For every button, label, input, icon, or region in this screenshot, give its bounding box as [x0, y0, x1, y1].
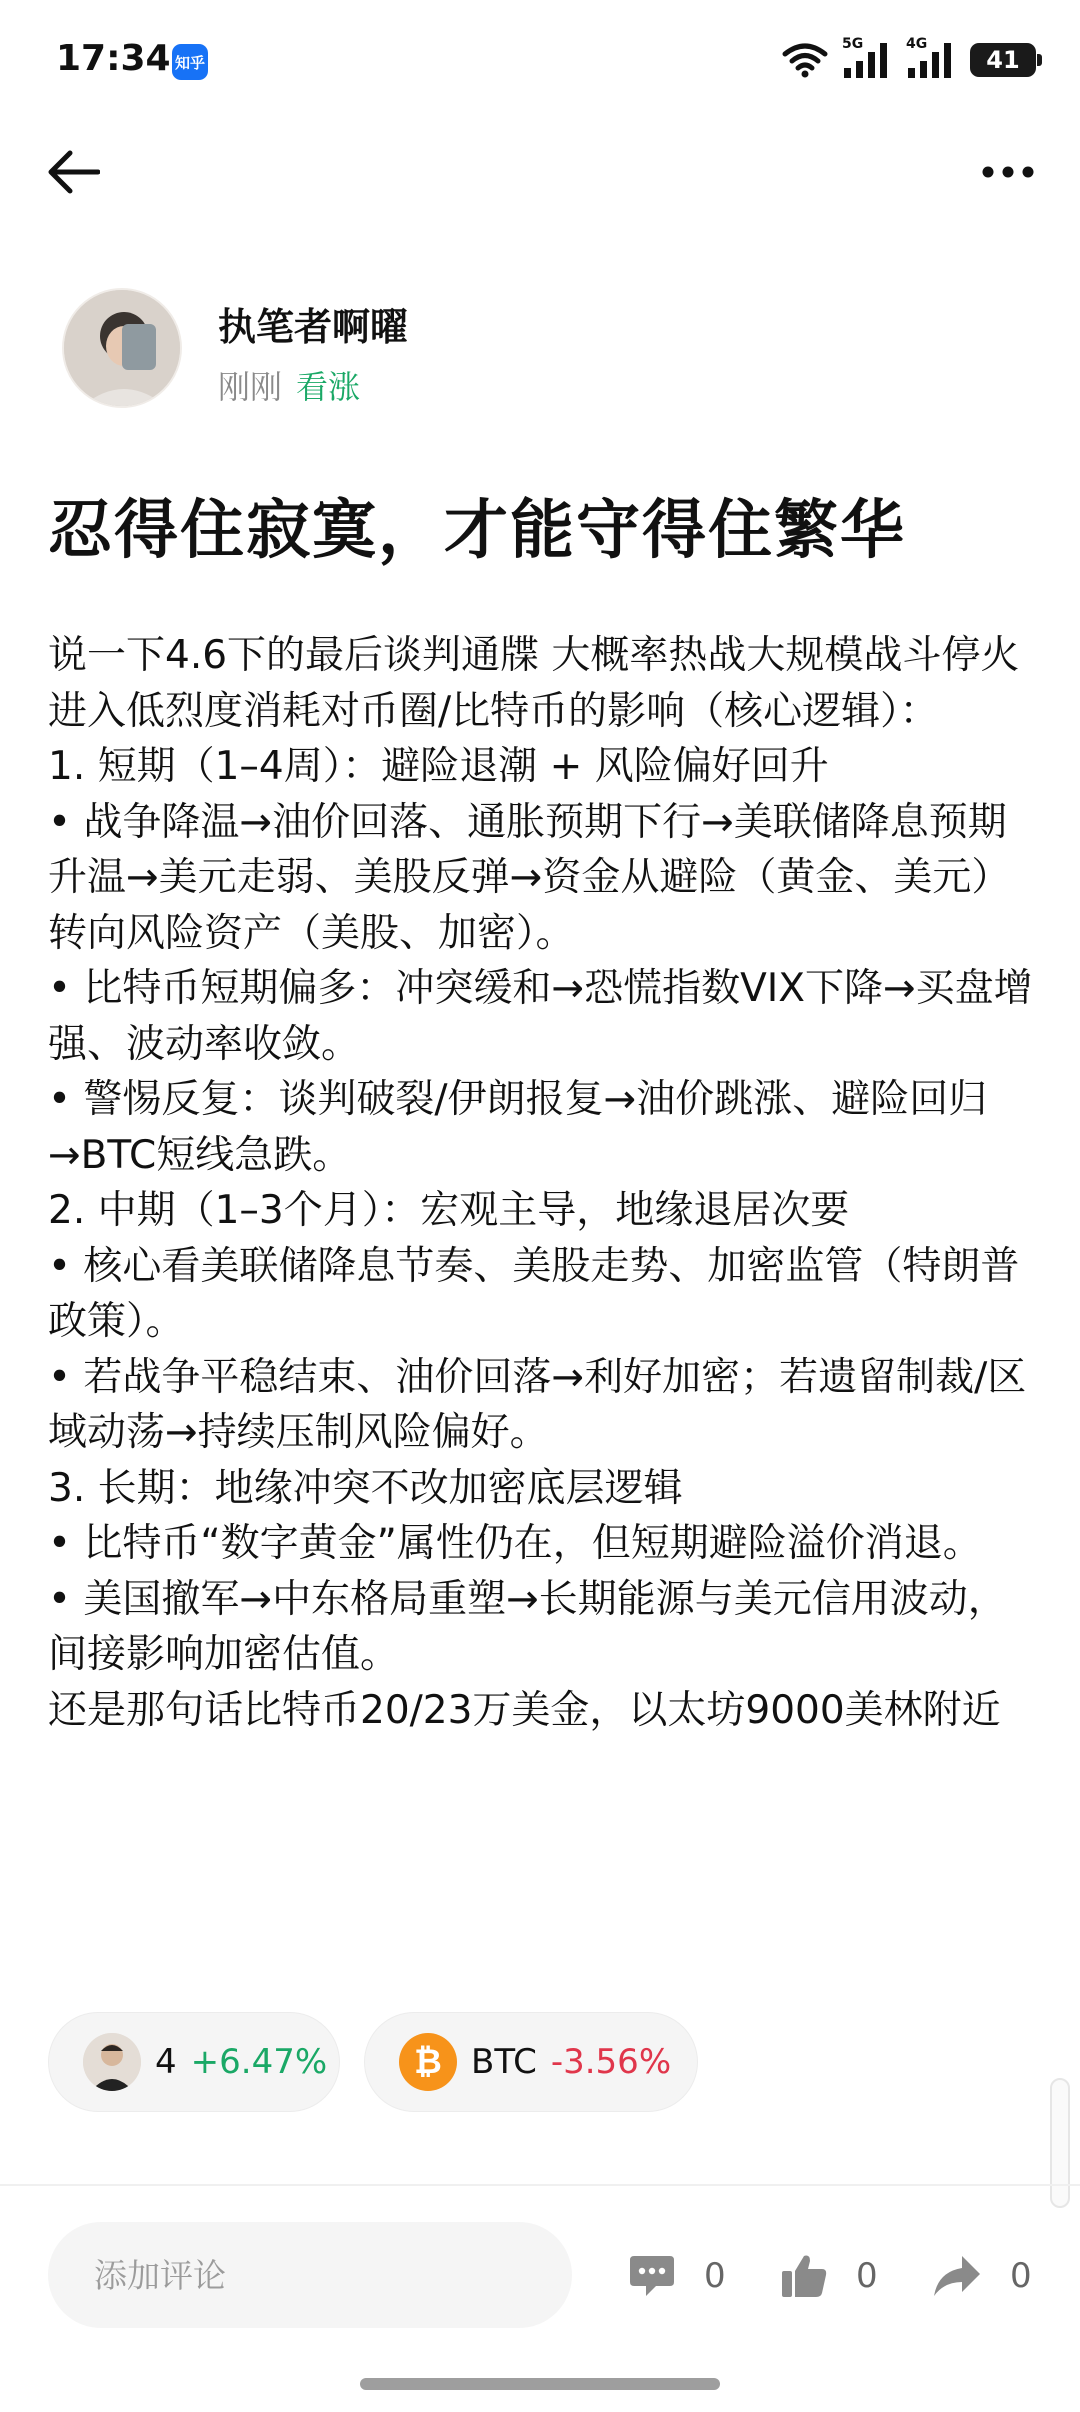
- body-paragraph: • 比特币“数字黄金”属性仍在，但短期避险溢价消退。: [48, 1521, 982, 1566]
- body-paragraph: • 若战争平稳结束、油价回落→利好加密；若遗留制裁/区域动荡→持续压制风险偏好。: [48, 1354, 1027, 1455]
- author-name[interactable]: 执笔者啊曜: [218, 305, 409, 349]
- network-5g-label: 5G: [842, 36, 864, 52]
- comment-input[interactable]: [48, 2222, 572, 2328]
- avatar-image: [64, 290, 182, 408]
- chip-avatar: [83, 2033, 141, 2091]
- post-title: 忍得住寂寞，才能守得住繁华: [48, 494, 906, 568]
- share-arrow-icon: [932, 2254, 982, 2298]
- body-paragraph: 说一下4.6下的最后谈判通牒 大概率热战大规模战斗停火 进入低烈度消耗对币圈/比特币的影响（核心逻辑）：: [48, 633, 1020, 734]
- home-indicator[interactable]: [360, 2378, 720, 2390]
- body-paragraph: • 警惕反复：谈判破裂/伊朗报复→油价跳涨、避险回归→BTC短线急跌。: [48, 1077, 988, 1178]
- comment-button[interactable]: [628, 2236, 726, 2316]
- body-paragraph: 3. 长期：地缘冲突不改加密底层逻辑: [48, 1465, 683, 1511]
- scroll-handle[interactable]: [1050, 2078, 1070, 2208]
- more-options-button[interactable]: [976, 150, 1040, 194]
- author-avatar[interactable]: [62, 288, 182, 408]
- body-paragraph: 1. 短期（1–4周）：避险退潮 + 风险偏好回升: [48, 744, 829, 789]
- chip-avatar-image: [83, 2033, 141, 2091]
- status-time: 17:34: [56, 38, 171, 79]
- chip-change: -3.56%: [550, 2042, 672, 2082]
- battery-cap: [1037, 54, 1042, 66]
- post-body: [48, 628, 1038, 1738]
- comment-count: 0: [704, 2256, 726, 2296]
- battery-icon: [970, 43, 1036, 77]
- share-button[interactable]: [932, 2236, 1032, 2316]
- like-button[interactable]: [780, 2236, 878, 2316]
- like-count: 0: [856, 2256, 878, 2296]
- signal-4g: [906, 36, 956, 80]
- thumbs-up-icon: [780, 2253, 828, 2299]
- divider: [0, 2184, 1080, 2186]
- arrow-left-icon: [48, 150, 100, 194]
- wifi-icon: [782, 42, 828, 78]
- asset-chip-btc[interactable]: [364, 2012, 698, 2112]
- chip-label: 4: [155, 2042, 177, 2082]
- comment-icon: [628, 2254, 676, 2298]
- body-paragraph: 2. 中期（1–3个月）：宏观主导，地缘退居次要: [48, 1188, 850, 1233]
- body-paragraph: • 战争降温→油价回落、通胀预期下行→美联储降息预期升温→美元走弱、美股反弹→资金从避险（黄金、美元）转向风险资产（美股、加密）。: [48, 799, 1011, 956]
- chip-label: BTC: [471, 2042, 537, 2082]
- chip-change: +6.47%: [190, 2042, 328, 2082]
- back-button[interactable]: [44, 142, 104, 202]
- status-icons: [782, 36, 1036, 84]
- zhihu-app-icon: 知乎: [172, 44, 208, 80]
- signal-5g: [842, 36, 892, 80]
- post-meta: [218, 362, 360, 408]
- status-bar: [0, 0, 1080, 120]
- body-paragraph: • 比特币短期偏多：冲突缓和→恐慌指数VIX下降→买盘增强、波动率收敛。: [48, 966, 1033, 1067]
- body-paragraph: • 美国撤军→中东格局重塑→长期能源与美元信用波动，间接影响加密估值。: [48, 1576, 1007, 1677]
- share-count: 0: [1010, 2256, 1032, 2296]
- body-paragraph: • 核心看美联储降息节奏、美股走势、加密监管（特朗普政策）。: [48, 1243, 1020, 1344]
- bitcoin-icon: ₿: [399, 2033, 457, 2091]
- more-dots-icon: [982, 166, 1034, 178]
- battery-level: 41: [986, 46, 1020, 74]
- asset-chip-user[interactable]: [48, 2012, 340, 2112]
- post-time: 刚刚: [218, 368, 283, 406]
- sentiment-tag: 看涨: [296, 368, 361, 406]
- body-paragraph: 还是那句话比特币20/23万美金，以太坊9000美林附近: [48, 1687, 1001, 1733]
- network-4g-label: 4G: [906, 36, 928, 52]
